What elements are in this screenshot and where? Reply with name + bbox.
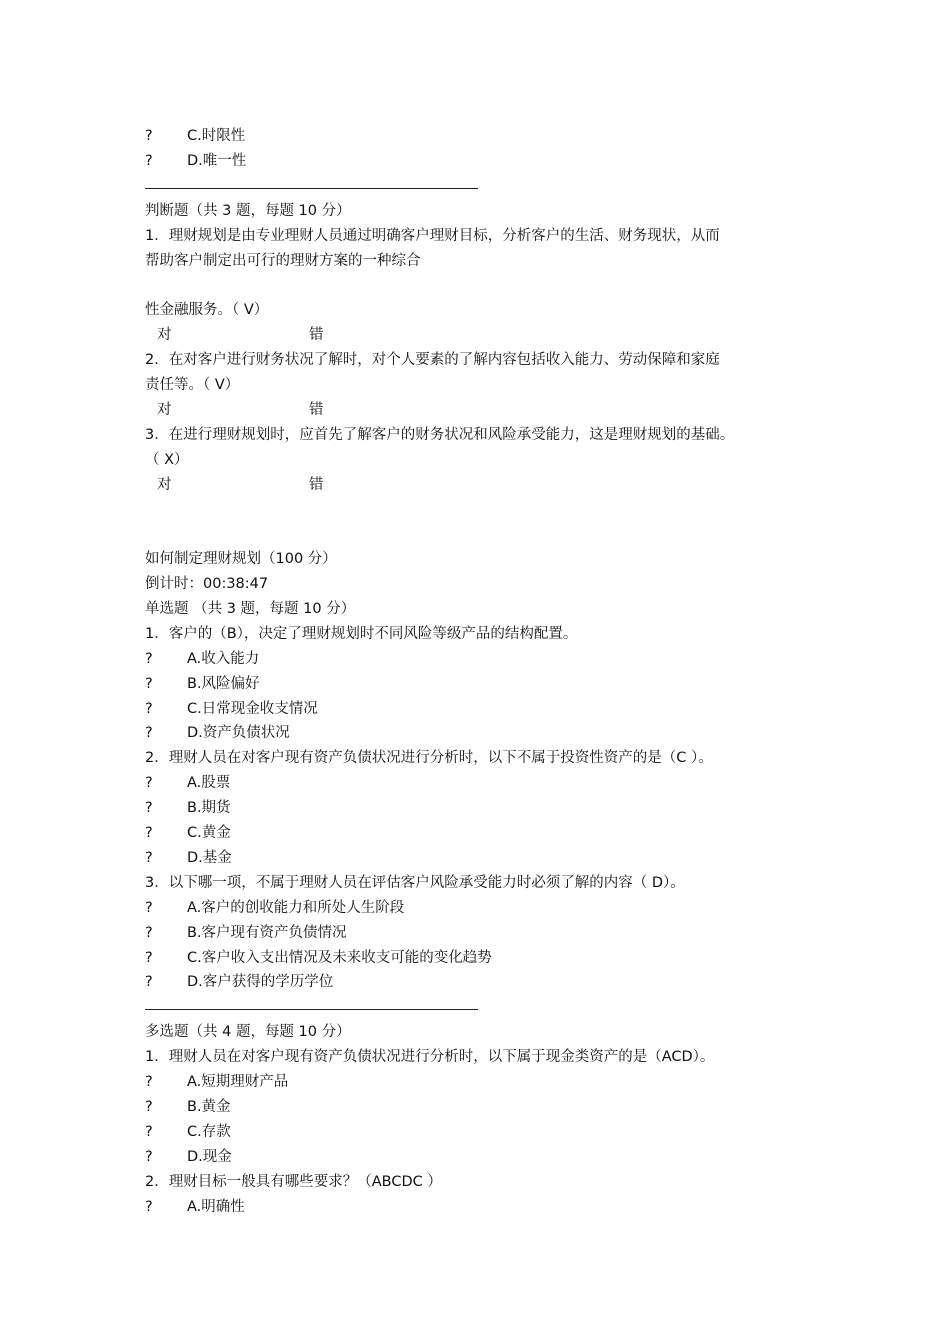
true-choice[interactable]: 对 <box>157 476 172 493</box>
countdown-timer: 倒计时：00:38:47 <box>145 576 269 593</box>
single-q3-option-d[interactable]: ? D.客户获得的学历学位 <box>145 970 835 995</box>
q-mark: ? <box>145 128 153 144</box>
q-mark: ? <box>145 800 153 817</box>
divider-rule <box>145 188 478 199</box>
q-mark: ? <box>145 1148 153 1165</box>
single-q2-option-c[interactable]: ? C.黄金 <box>145 821 835 846</box>
single-q2-option-a[interactable]: ? A.股票 <box>145 771 835 796</box>
judge-q2-line1: 2．在对客户进行财务状况了解时，对个人要素的了解内容包括收入能力、劳动保障和家庭 <box>145 352 720 369</box>
single-choice-header: 单选题 （共 3 题，每题 10 分） <box>145 601 356 618</box>
judge-q3-choices <box>145 473 835 498</box>
judge-header: 判断题（共 3 题，每题 10 分） <box>145 202 351 219</box>
multi-q1-option-a[interactable]: ? A.短期理财产品 <box>145 1070 835 1095</box>
single-q1-option-c[interactable]: ? C.日常现金收支情况 <box>145 697 835 722</box>
false-choice[interactable]: 错 <box>309 401 324 418</box>
single-q3-option-b[interactable]: ? B.客户现有资产负债情况 <box>145 921 835 946</box>
single-q1-stem: 1．客户的（B），决定了理财规划时不同风险等级产品的结构配置。 <box>145 625 578 642</box>
judge-q3-line1: 3．在进行理财规划时，应首先了解客户的财务状况和风险承受能力，这是理财规划的基础。 <box>145 426 735 443</box>
q-mark: ? <box>145 899 153 916</box>
judge-q1-line1: 1．理财规划是由专业理财人员通过明确客户理财目标，分析客户的生活、财务现状，从而 <box>145 227 720 244</box>
q-mark: ? <box>145 1123 153 1140</box>
q-mark: ? <box>145 775 153 792</box>
q-mark: ? <box>145 825 153 842</box>
q-mark: ? <box>145 974 153 991</box>
multi-choice-header: 多选题（共 4 题，每题 10 分） <box>145 1024 351 1041</box>
q-mark: ? <box>145 725 153 742</box>
true-choice[interactable]: 对 <box>157 401 172 418</box>
judge-q1-line2: 帮助客户制定出可行的理财方案的一种综合 <box>145 252 421 269</box>
false-choice[interactable]: 错 <box>309 327 324 344</box>
single-q3-option-a[interactable]: ? A.客户的创收能力和所处人生阶段 <box>145 896 835 921</box>
option-c-time-limit: ? C.时限性 <box>145 124 835 149</box>
single-q1-option-a[interactable]: ? A.收入能力 <box>145 647 835 672</box>
multi-q1-stem: 1．理财人员在对客户现有资产负债状况进行分析时，以下属于现金类资产的是（ACD）。 <box>145 1049 715 1066</box>
q-mark: ? <box>145 675 153 692</box>
single-q1-option-b[interactable]: ? B.风险偏好 <box>145 672 835 697</box>
single-q3-stem: 3．以下哪一项，不属于理财人员在评估客户风险承受能力时必须了解的内容（ D）。 <box>145 874 685 891</box>
judge-q1-choices <box>145 323 835 348</box>
q-mark: ? <box>145 152 153 169</box>
multi-q2-option-a[interactable]: ? A.明确性 <box>145 1195 835 1220</box>
judge-q2-line2: 责任等。（ V） <box>145 377 240 394</box>
multi-q1-option-d[interactable]: ? D.现金 <box>145 1145 835 1170</box>
single-q3-option-c[interactable]: ? C.客户收入支出情况及未来收支可能的变化趋势 <box>145 946 835 971</box>
divider-rule <box>145 1009 478 1020</box>
single-q2-stem: 2．理财人员在对客户现有资产负债状况进行分析时，以下不属于投资性资产的是（C ）。 <box>145 750 713 767</box>
multi-q1-option-c[interactable]: ? C.存款 <box>145 1120 835 1145</box>
multi-q2-stem: 2．理财目标一般具有哪些要求？（ABCDC ） <box>145 1173 442 1190</box>
single-q2-option-d[interactable]: ? D.基金 <box>145 846 835 871</box>
q-mark: ? <box>145 924 153 941</box>
single-q2-option-b[interactable]: ? B.期货 <box>145 796 835 821</box>
q-mark: ? <box>145 700 153 717</box>
document-page <box>145 124 835 1219</box>
false-choice[interactable]: 错 <box>309 476 324 493</box>
single-q1-option-d[interactable]: ? D.资产负债状况 <box>145 721 835 746</box>
true-choice[interactable]: 对 <box>157 327 172 344</box>
multi-q1-option-b[interactable]: ? B.黄金 <box>145 1095 835 1120</box>
judge-q3-line2: （ X） <box>145 451 189 468</box>
judge-q1-line3: 性金融服务。（ V） <box>145 302 269 319</box>
q-mark: ? <box>145 1098 153 1115</box>
section-title: 如何制定理财规划（100 分） <box>145 551 337 568</box>
option-d-uniqueness: ? D.唯一性 <box>145 149 835 174</box>
q-mark: ? <box>145 1074 153 1091</box>
judge-q2-choices <box>145 398 835 423</box>
q-mark: ? <box>145 849 153 866</box>
q-mark: ? <box>145 1198 153 1215</box>
q-mark: ? <box>145 650 153 667</box>
q-mark: ? <box>145 949 153 966</box>
